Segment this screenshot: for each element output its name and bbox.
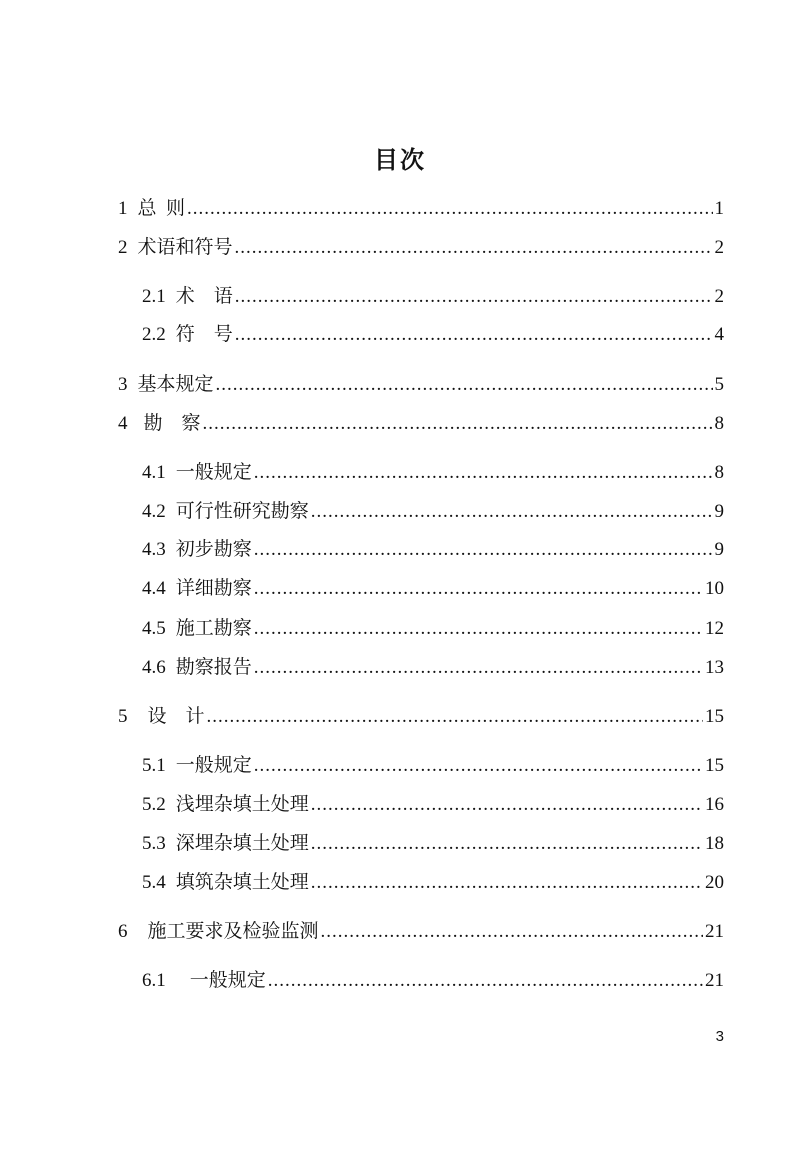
page-title: 目次 <box>374 148 426 174</box>
toc-title: 可行性研究勘察 <box>175 501 309 522</box>
toc-entry-5[interactable] <box>118 705 724 729</box>
toc-page: 8 <box>714 462 724 483</box>
toc-number: 2.1 <box>142 286 166 307</box>
toc-title: 勘 察 <box>143 413 201 434</box>
toc-page: 9 <box>714 539 724 560</box>
toc-leader <box>207 705 703 729</box>
toc-leader <box>254 656 703 680</box>
toc-entry-5-4[interactable] <box>142 871 724 895</box>
toc-page: 18 <box>705 833 724 854</box>
toc-number: 5.3 <box>142 833 166 854</box>
toc-number: 5 <box>118 706 128 727</box>
toc-page: 21 <box>705 970 724 991</box>
toc-leader <box>311 500 713 524</box>
toc-number: 4.3 <box>142 539 166 560</box>
toc-leader <box>254 538 713 562</box>
toc-title: 填筑杂填土处理 <box>175 872 309 893</box>
toc-title: 一般规定 <box>175 755 252 776</box>
toc-leader <box>268 969 703 993</box>
toc-leader <box>235 285 713 309</box>
toc-page: 15 <box>705 706 724 727</box>
toc-entry-4-5[interactable] <box>142 617 724 641</box>
toc-page: 15 <box>705 755 724 776</box>
toc-entry-2[interactable] <box>118 236 724 260</box>
toc-number: 3 <box>118 374 128 395</box>
toc-title: 一般规定 <box>189 970 266 991</box>
toc-number: 6.1 <box>142 970 166 991</box>
toc-leader <box>311 832 703 856</box>
toc-title: 总 则 <box>137 198 186 219</box>
toc-entry-6-1[interactable] <box>142 969 724 993</box>
toc-page: 21 <box>705 921 724 942</box>
toc-page: 2 <box>714 237 724 258</box>
toc-entry-1[interactable] <box>118 197 724 221</box>
toc-page: 2 <box>714 286 724 307</box>
toc-page: 8 <box>714 413 724 434</box>
toc-title: 基本规定 <box>137 374 214 395</box>
toc-page: 10 <box>705 578 724 599</box>
toc-entry-2-2[interactable] <box>142 323 724 347</box>
toc-leader <box>187 197 712 221</box>
toc-entry-5-3[interactable] <box>142 832 724 856</box>
toc-entry-4-1[interactable] <box>142 461 724 485</box>
toc-leader <box>311 793 703 817</box>
toc-page: 9 <box>714 501 724 522</box>
toc-page: 16 <box>705 794 724 815</box>
toc-entry-4-4[interactable] <box>142 577 724 601</box>
toc-title: 术 语 <box>175 286 233 307</box>
toc-title: 初步勘察 <box>175 539 252 560</box>
toc-title: 浅埋杂填土处理 <box>175 794 309 815</box>
toc-entry-4-2[interactable] <box>142 500 724 524</box>
toc-leader <box>311 871 703 895</box>
toc-leader <box>235 323 713 347</box>
toc-page: 20 <box>705 872 724 893</box>
toc-number: 2 <box>118 237 128 258</box>
toc-title: 勘察报告 <box>175 657 252 678</box>
toc-entry-4-3[interactable] <box>142 538 724 562</box>
toc-leader <box>254 754 703 778</box>
toc-title: 一般规定 <box>175 462 252 483</box>
toc-entry-3[interactable] <box>118 373 724 397</box>
toc-number: 4.6 <box>142 657 166 678</box>
page-number: 3 <box>715 1028 724 1045</box>
toc-leader <box>254 577 703 601</box>
toc-entry-6[interactable] <box>118 920 724 944</box>
toc-number: 2.2 <box>142 324 166 345</box>
toc-title: 施工勘察 <box>175 618 252 639</box>
toc-leader <box>203 412 713 436</box>
toc-leader <box>321 920 703 944</box>
toc-leader <box>254 461 713 485</box>
toc-page: 12 <box>705 618 724 639</box>
toc-number: 4.2 <box>142 501 166 522</box>
toc-number: 4.1 <box>142 462 166 483</box>
toc-entry-2-1[interactable] <box>142 285 724 309</box>
toc-title: 设 计 <box>147 706 205 727</box>
toc-number: 4.4 <box>142 578 166 599</box>
toc-entry-5-1[interactable] <box>142 754 724 778</box>
toc-title: 施工要求及检验监测 <box>147 921 319 942</box>
toc-number: 4.5 <box>142 618 166 639</box>
toc-number: 5.2 <box>142 794 166 815</box>
toc-entry-4-6[interactable] <box>142 656 724 680</box>
toc-number: 1 <box>118 198 128 219</box>
toc-leader <box>235 236 713 260</box>
toc-title: 详细勘察 <box>175 578 252 599</box>
toc-title: 术语和符号 <box>137 237 233 258</box>
toc-leader <box>254 617 703 641</box>
toc-page: 5 <box>714 374 724 395</box>
toc-page: 1 <box>714 198 724 219</box>
toc-number: 4 <box>118 413 128 434</box>
toc-title: 深埋杂填土处理 <box>175 833 309 854</box>
toc-leader <box>216 373 713 397</box>
toc-page: 13 <box>705 657 724 678</box>
toc-page: 4 <box>714 324 724 345</box>
toc-title: 符 号 <box>175 324 233 345</box>
toc-number: 5.1 <box>142 755 166 776</box>
toc-number: 6 <box>118 921 128 942</box>
toc-entry-4[interactable] <box>118 412 724 436</box>
toc-entry-5-2[interactable] <box>142 793 724 817</box>
toc-number: 5.4 <box>142 872 166 893</box>
